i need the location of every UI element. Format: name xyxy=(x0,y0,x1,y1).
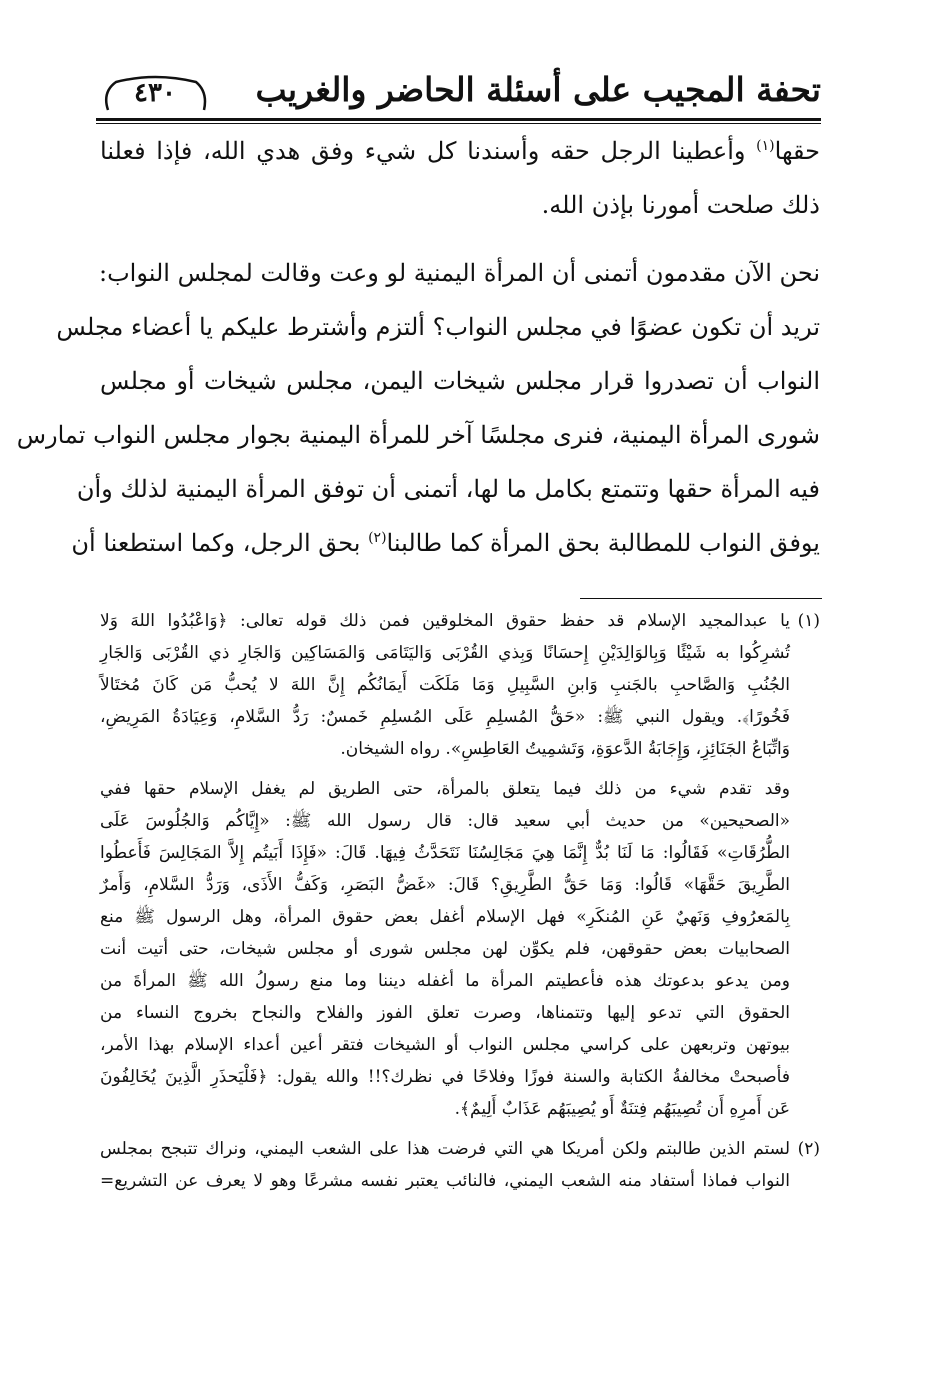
footnote-line: بيوتهن وتربعهن على كراسي مجلس النواب أو الشيخات فتقر أعين أعداء الإسلام بهذا الأمر، xyxy=(100,1035,790,1055)
footnote-line: «الصحيحين» من حديث أبي سعيد قال: قال رسول الله ﷺ: «إِيَّاكُم وَالجُلُوسَ عَلَى xyxy=(100,811,790,831)
footnote-line: الطُّرُقَاتِ» فَقَالُوا: مَا لَنَا بُدٌّ إِنَّمَا هِيَ مَجَالِسُنَا نَتَحَدَّثُ فِيهَا. قَالَ: «فَإِذَا أَبَيتُم إِلاَّ المَجَالِسَ فَأَعطُوا xyxy=(100,843,790,863)
text-line: نحن الآن مقدمون أتمنى أن المرأة اليمنية لو وعت وقالت لمجلس النواب: xyxy=(99,259,820,287)
footnote-line: وقد تقدم شيء من ذلك فيما يتعلق بالمرأة، حتى الطريق لم يغفل الإسلام حقها ففي xyxy=(100,779,790,799)
footnote-line: وَاتِّبَاعُ الجَنَائِزِ، وَإِجَابَةُ الدَّعوَةِ، وَتَشمِيتُ العَاطِسِ». رواه الشيخان. xyxy=(340,739,790,759)
text-line: شورى المرأة اليمنية، فنرى مجلسًا آخر للمرأة اليمنية بجوار مجلس النواب تمارس xyxy=(16,421,820,449)
main-text xyxy=(16,124,820,570)
footnote-ref[interactable]: (٢) xyxy=(368,530,387,546)
footnote-line: الصحابيات بعض حقوقهن، فلم يكوِّن لهن مجلس شورى أو مجلس شيخات، حتى أتيت أنت xyxy=(100,939,791,959)
text-line: حقها$^{(١)}$ وأعطينا الرجل حقه وأسندنا كل شيء وفق هدي الله، فإذا فعلنا xyxy=(100,137,820,165)
footnote-line: الحقوق التي تدعو إليها وتتمناها، وصرت تعلق الفوز والفلاح والنجاح بخروج النساء من xyxy=(100,1003,790,1023)
text-line: يوفق النواب للمطالبة بحق المرأة كما طالبنا$^{(٢)}$ بحق الرجل، وكما استطعنا أن xyxy=(71,529,820,557)
footnote-ref[interactable]: (١) xyxy=(756,138,775,154)
text-line: تريد أن تكون عضوًا في مجلس النواب؟ ألتزم وأشترط عليكم يا أعضاء مجلس xyxy=(56,313,820,341)
footnote-line: فَخُورًا﴾. ويقول النبي ﷺ: «حَقُّ المُسلِمِ عَلَى المُسلِمِ خَمسٌ: رَدُّ السَّلامِ، وَعِيَادَةُ المَرِيضِ، xyxy=(100,707,790,727)
footnote-line: فأصبحتْ مخالفةُ الكتابة والسنة فوزًا وفلاحًا في نظرك؟!! والله يقول: ﴿فَلْيَحذَرِ الَّذِينَ يُخَالِفُونَ xyxy=(100,1067,790,1087)
footnote-line: تُشرِكُوا به شَيْئًا وَبِالوَالِدَيْنِ إِحسَانًا وَبِذي القُرْبَى وَاليَتَامَى وَالمَسَاكِين وَالجَارِ ذي القُرْبَى وَالجَارِ xyxy=(100,643,790,663)
page-number: ٤٣٠ xyxy=(134,78,176,108)
footnote-number: (١) xyxy=(797,611,820,631)
footnotes xyxy=(100,605,820,1197)
footnote-separator xyxy=(580,598,822,599)
header-rule xyxy=(96,118,821,121)
footnote-2 xyxy=(100,1133,820,1197)
text-line: فيه المرأة حقها وتتمتع بكامل ما لها، أتمنى أن توفق المرأة اليمنية لذلك وأن xyxy=(76,475,820,503)
footnote-line: لستم الذين طالبتم ولكن أمريكا هي التي فرضت هذا على الشعب اليمني، ونراك تتبجح بمجلس xyxy=(100,1139,790,1159)
page-header xyxy=(96,62,821,120)
text-line: ذلك صلحت أمورنا بإذن الله. xyxy=(541,191,820,219)
footnote-line: بِالمَعرُوفِ وَنَهيٌ عَنِ المُنكَرِ» فهل الإسلام أغفل بعض حقوق المرأة، وهل الرسول ﷺ منع xyxy=(100,907,790,927)
footnote-line: الجُنُبِ وَالصَّاحبِ بالجَنبِ وَابنِ السَّبِيلِ وَمَا مَلَكَت أَيمَانُكُم إِنَّ اللهَ لا يُحبُّ مَن كَانَ مُختَالاً xyxy=(100,675,790,695)
book-title: تحفة المجيب على أسئلة الحاضر والغريب xyxy=(255,70,821,109)
page-number-badge xyxy=(100,74,210,112)
footnote-line: عَن أَمرِهِ أَن تُصِيبَهُم فِتنَةٌ أَو يُصِيبَهُم عَذَابٌ أَلِيمٌ﴾. xyxy=(454,1099,790,1119)
footnote-number: (٢) xyxy=(797,1139,820,1159)
footnote-line: الطَّرِيقَ حَقَّهَا» قَالُوا: وَمَا حَقُّ الطَّرِيقِ؟ قَالَ: «غَضُّ البَصَرِ، وَكَفُّ الأَذَى، وَرَدُّ السَّلامِ، وَأَمرٌ xyxy=(100,875,790,895)
text-line: النواب أن تصدروا قرار مجلس شيخات اليمن، مجلس شيخات أو مجلس xyxy=(100,367,820,395)
footnote-1 xyxy=(100,605,820,1125)
footnote-line: يا عبدالمجيد الإسلام قد حفظ حقوق المخلوقين فمن ذلك قوله تعالى: ﴿وَاعْبُدُوا اللهَ وَلا xyxy=(100,611,790,631)
footnote-line: النواب فماذا أستفاد منه الشعب اليمني، فالنائب يعتبر نفسه مشرعًا وهو لا يعرف عن التشريع= xyxy=(100,1171,790,1191)
footnote-line: ومن يدعو بدعوتك هذه فأعطيتم المرأة ما أغفله ديننا وما منع رسولُ الله ﷺ المرأةَ من xyxy=(100,971,790,991)
